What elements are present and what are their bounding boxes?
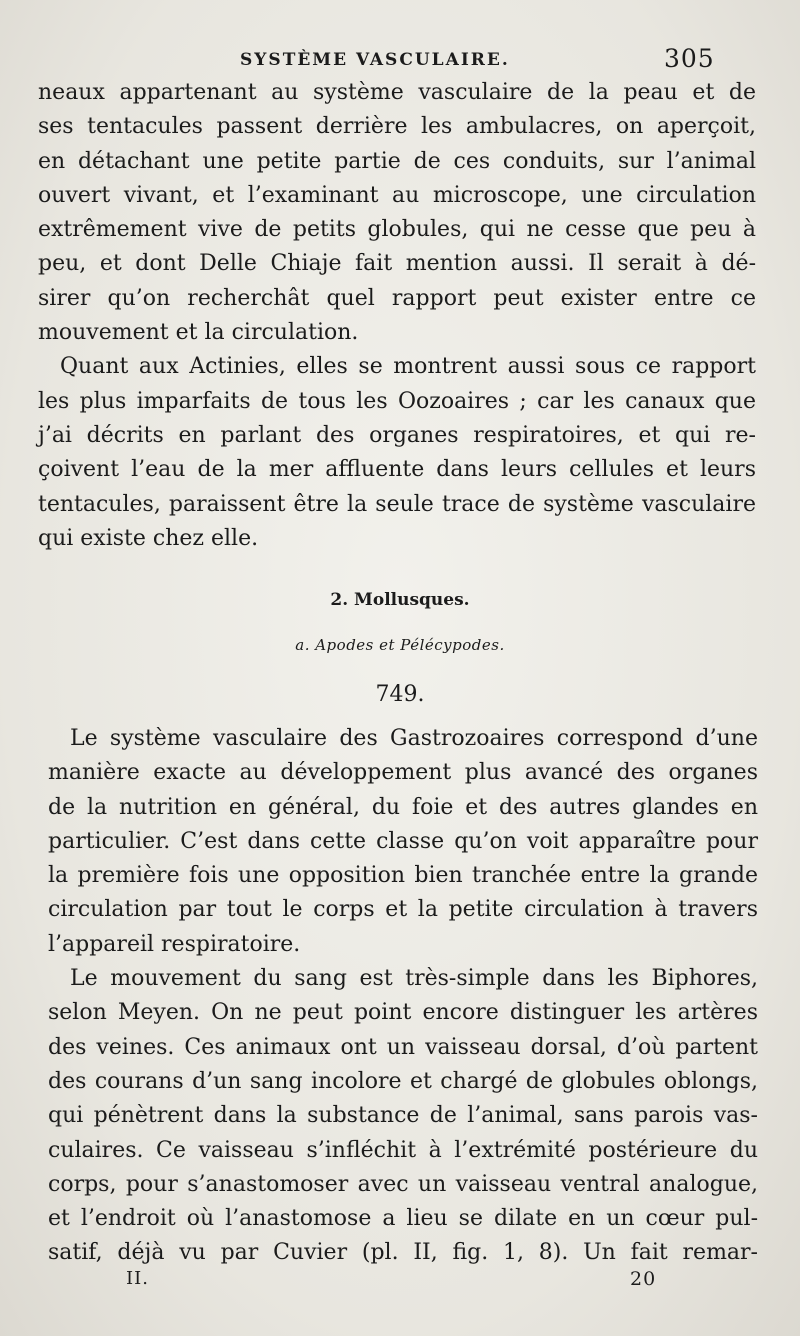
text-line: selon Meyen. On ne peut point encore distinguer les artères — [48, 1000, 758, 1026]
text-line: qui pénètrent dans la substance de l’animal, sans parois vas- — [48, 1103, 758, 1129]
paragraph — [48, 722, 758, 962]
text-block-top — [38, 76, 756, 556]
page-number: 305 — [664, 44, 715, 73]
text-line: Quant aux Actinies, elles se montrent aussi sous ce rapport — [60, 354, 756, 380]
text-line: tentacules, paraissent être la seule trace de système vasculaire — [38, 491, 756, 517]
text-line: qui existe chez elle. — [38, 525, 259, 551]
paragraph-number: 749. — [375, 682, 425, 707]
text-line: des courans d’un sang incolore et chargé de globules oblongs, — [48, 1068, 758, 1094]
text-line: manière exacte au développement plus avancé des organes — [48, 760, 758, 786]
text-line: culaires. Ce vaisseau s’infléchit à l’extrémité postérieure du — [48, 1137, 758, 1163]
text-line: satif, déjà vu par Cuvier (pl. II, fig. 1, 8). Un fait remar- — [48, 1240, 758, 1266]
text-line: corps, pour s’anastomoser avec un vaisseau ventral analogue, — [48, 1171, 758, 1197]
footer — [0, 1268, 800, 1298]
text-line: la première fois une opposition bien tranchée entre la grande — [48, 863, 758, 889]
subsection-title: a. Apodes et Pélécypodes. — [295, 636, 505, 654]
running-title: SYSTÈME VASCULAIRE. — [240, 50, 510, 70]
text-line: extrêmement vive de petits globules, qui ne cesse que peu à — [38, 217, 756, 243]
section-title: 2. Mollusques. — [330, 590, 470, 610]
text-line: ses tentacules passent derrière les ambulacres, on aperçoit, — [38, 114, 756, 140]
text-line: l’appareil respiratoire. — [48, 931, 301, 957]
text-line: neaux appartenant au système vasculaire de la peau et de — [38, 80, 756, 105]
text-line: mouvement et la circulation. — [38, 320, 359, 346]
text-block-bottom — [48, 722, 758, 1271]
text-line: les plus imparfaits de tous les Oozoaires ; car les canaux que — [38, 388, 756, 414]
paragraph — [48, 962, 758, 1271]
text-line: en détachant une petite partie de ces conduits, sur l’animal — [38, 148, 756, 174]
signature-mark-right: 20 — [630, 1268, 657, 1290]
text-line: çoivent l’eau de la mer affluente dans leurs cellules et leurs — [38, 457, 756, 483]
text-line: peu, et dont Delle Chiaje fait mention aussi. Il serait à dé- — [38, 251, 756, 277]
text-line: et l’endroit où l’anastomose a lieu se dilate en un cœur pul- — [48, 1206, 758, 1232]
text-line: de la nutrition en général, du foie et des autres glandes en — [48, 794, 758, 820]
text-line: circulation par tout le corps et la petite circulation à travers — [48, 897, 758, 923]
running-head — [0, 44, 800, 74]
text-line: particulier. C’est dans cette classe qu’on voit apparaître pour — [48, 828, 758, 854]
text-line: Le système vasculaire des Gastrozoaires correspond d’une — [70, 726, 758, 751]
text-line: ouvert vivant, et l’examinant au microscope, une circulation — [38, 182, 756, 208]
text-line: j’ai décrits en parlant des organes respiratoires, et qui re- — [38, 422, 756, 448]
paragraph — [38, 350, 756, 556]
text-line: Le mouvement du sang est très-simple dans les Biphores, — [70, 966, 758, 992]
text-line: des veines. Ces animaux ont un vaisseau dorsal, d’où partent — [48, 1034, 758, 1060]
signature-mark-left: II. — [126, 1268, 149, 1289]
paragraph — [38, 76, 756, 350]
text-line: sirer qu’on recherchât quel rapport peut exister entre ce — [38, 285, 756, 311]
